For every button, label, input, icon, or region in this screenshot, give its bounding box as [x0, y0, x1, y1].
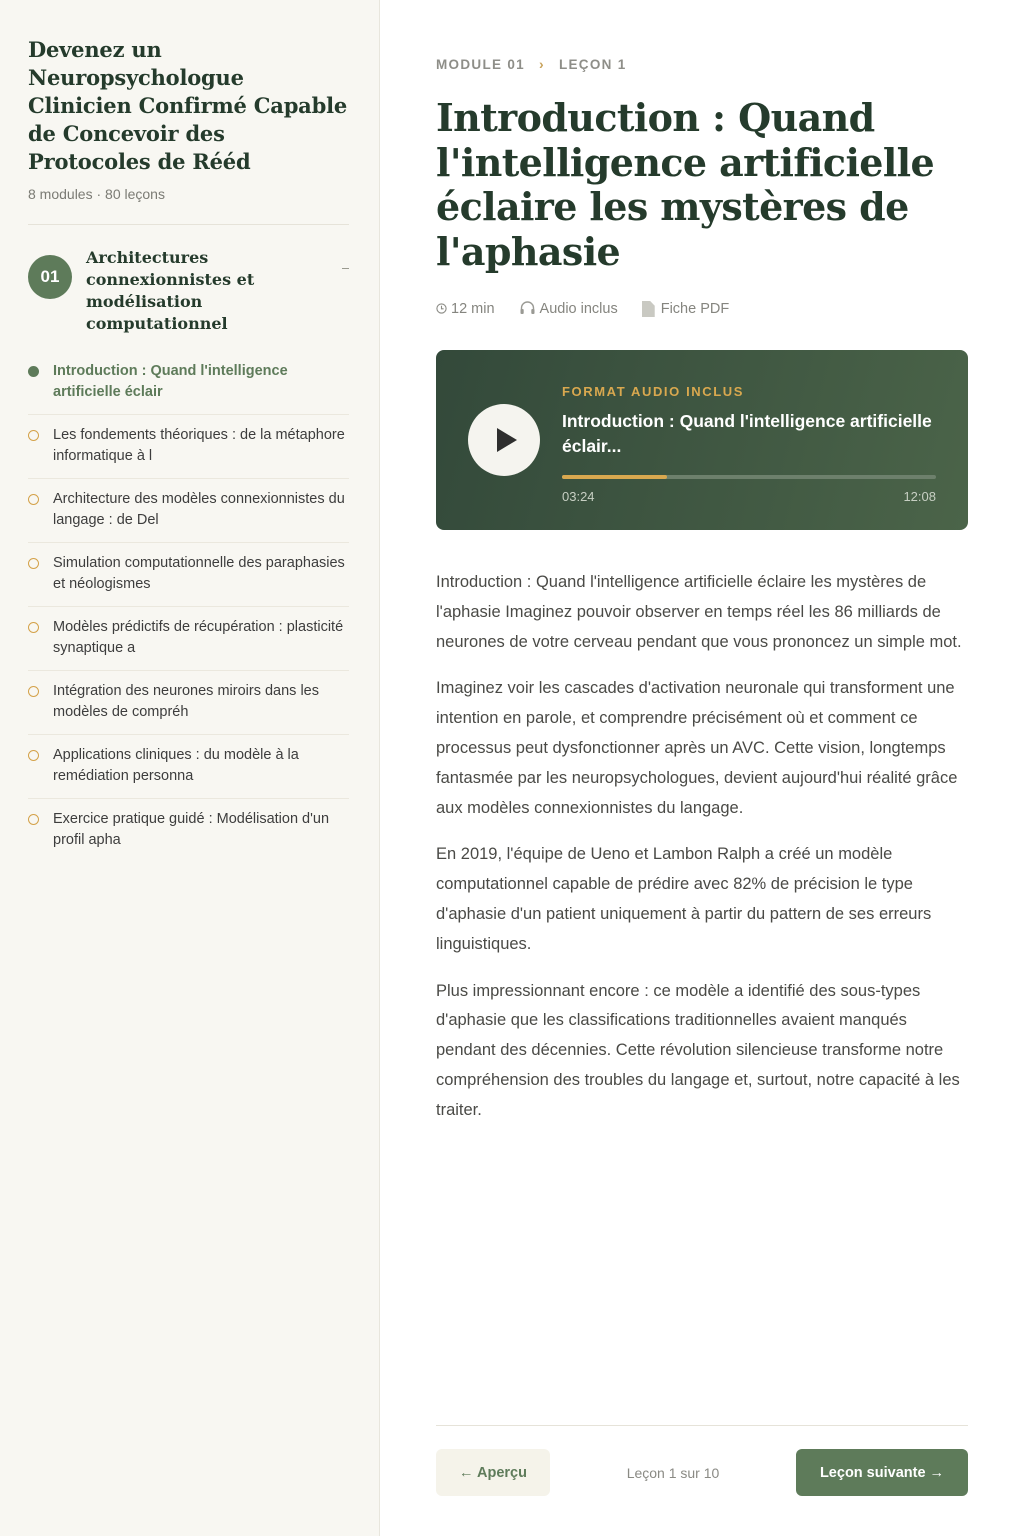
pdf-meta-text: Fiche PDF	[660, 301, 730, 317]
pdf-meta[interactable]	[642, 301, 730, 317]
lesson-status-icon	[28, 558, 39, 569]
lesson-status-icon	[28, 366, 39, 377]
course-meta: 8 modules · 80 leçons	[28, 186, 165, 202]
lesson-item[interactable]	[28, 735, 349, 799]
lesson-item[interactable]	[28, 479, 349, 543]
lesson-label: Les fondements théoriques : de la métaphore informatique à l	[53, 427, 345, 464]
lesson-meta	[436, 300, 968, 318]
lesson-item[interactable]	[28, 351, 349, 415]
lesson-status-icon	[28, 686, 39, 697]
headphones-icon	[519, 300, 536, 318]
collapse-icon[interactable]	[342, 268, 349, 269]
lesson-status-icon	[28, 814, 39, 825]
lesson-label: Introduction : Quand l'intelligence artificielle éclair	[53, 363, 288, 400]
body-paragraph: Imaginez voir les cascades d'activation neuronale qui transforment une intention en parole, et comprendre précisément où et comment ce processus peut dysfonctionner après un AVC. Cette vision, longtemps fantasmée par les neuropsychologues, devient aujourd'hui réalité grâce aux modèles connexionnistes du langage.	[436, 679, 958, 817]
lesson-label: Architecture des modèles connexionnistes du langage : de Del	[53, 491, 345, 528]
body-paragraph: Introduction : Quand l'intelligence artificielle éclaire les mystères de l'aphasie Imaginez pouvoir observer en temps réel les 86 milliards de neurones de votre cerveau pendant que vous prononcez un simple mot.	[436, 573, 962, 651]
lesson-status-icon	[28, 750, 39, 761]
breadcrumb-lesson: LEÇON 1	[558, 56, 627, 72]
clock-icon	[436, 302, 447, 317]
lesson-footer	[436, 1425, 968, 1496]
lesson-item[interactable]	[28, 799, 349, 862]
audio-meta	[519, 300, 618, 318]
breadcrumb	[436, 56, 968, 72]
footer-nav	[436, 1449, 968, 1496]
breadcrumb-module[interactable]: MODULE 01	[436, 56, 525, 72]
audio-player	[436, 350, 968, 530]
duration-text: 12 min	[451, 301, 495, 317]
audio-current-time: 03:24	[562, 489, 595, 504]
sidebar-divider	[28, 224, 349, 225]
lesson-counter: Leçon 1 sur 10	[626, 1464, 720, 1481]
audio-info	[562, 384, 936, 504]
lesson-label: Applications cliniques : du modèle à la remédiation personna	[53, 747, 299, 784]
lesson-body	[436, 568, 968, 1126]
lesson-label: Simulation computationnelle des paraphasies et néologismes	[53, 555, 345, 592]
previous-button[interactable]: ← Aperçu	[436, 1449, 550, 1496]
lesson-content	[436, 0, 968, 1143]
next-lesson-button[interactable]: Leçon suivante →	[796, 1449, 968, 1496]
lesson-label: Exercice pratique guidé : Modélisation d'un profil apha	[53, 811, 330, 848]
lesson-status-icon	[28, 430, 39, 441]
lesson-status-icon	[28, 494, 39, 505]
play-icon	[497, 428, 517, 452]
module-title: Architectures connexionnistes et modélisation computationnel	[86, 248, 255, 333]
body-paragraph: En 2019, l'équipe de Ueno et Lambon Ralph a créé un modèle computationnel capable de prédire avec 82% de précision le type d'aphasie d'un patient uniquement à partir du pattern de ses erreurs linguistiques.	[436, 845, 932, 953]
lesson-item[interactable]	[28, 415, 349, 479]
audio-meta-text: Audio inclus	[539, 301, 618, 317]
lesson-item[interactable]	[28, 607, 349, 671]
lesson-label: Modèles prédictifs de récupération : plasticité synaptique a	[53, 619, 344, 656]
document-icon	[642, 301, 655, 317]
body-paragraph: Plus impressionnant encore : ce modèle a identifié des sous-types d'aphasie que les classifications traditionnelles avaient manqués pendant des décennies. Cette révolution silencieuse transforme notre compréhension des troubles du langage et, surtout, notre capacité à les traiter.	[436, 981, 960, 1119]
audio-time-row	[562, 489, 936, 504]
audio-title: Introduction : Quand l'intelligence artificielle éclair...	[562, 411, 932, 456]
lesson-item[interactable]	[28, 671, 349, 735]
module-header[interactable]	[28, 247, 349, 335]
audio-total-time: 12:08	[903, 489, 936, 504]
lesson-label: Intégration des neurones miroirs dans les modèles de compréh	[53, 683, 319, 720]
page-title: Introduction : Quand l'intelligence artificielle éclaire les mystères de l'aphasie	[436, 95, 935, 274]
audio-progress-bar[interactable]	[562, 475, 936, 479]
chevron-right-icon: ›	[538, 56, 545, 72]
lesson-status-icon	[28, 622, 39, 633]
audio-kicker: FORMAT AUDIO INCLUS	[562, 384, 745, 399]
lesson-item[interactable]	[28, 543, 349, 607]
audio-progress-fill	[562, 475, 667, 479]
module-number-badge: 01	[28, 255, 72, 299]
lesson-list	[28, 351, 349, 862]
course-title: Devenez un Neuropsychologue Clinicien Confirmé Capable de Concevoir des Protocoles de Rééd	[28, 37, 348, 174]
play-button[interactable]	[468, 404, 540, 476]
sidebar	[0, 0, 380, 1536]
duration-meta	[436, 301, 495, 317]
